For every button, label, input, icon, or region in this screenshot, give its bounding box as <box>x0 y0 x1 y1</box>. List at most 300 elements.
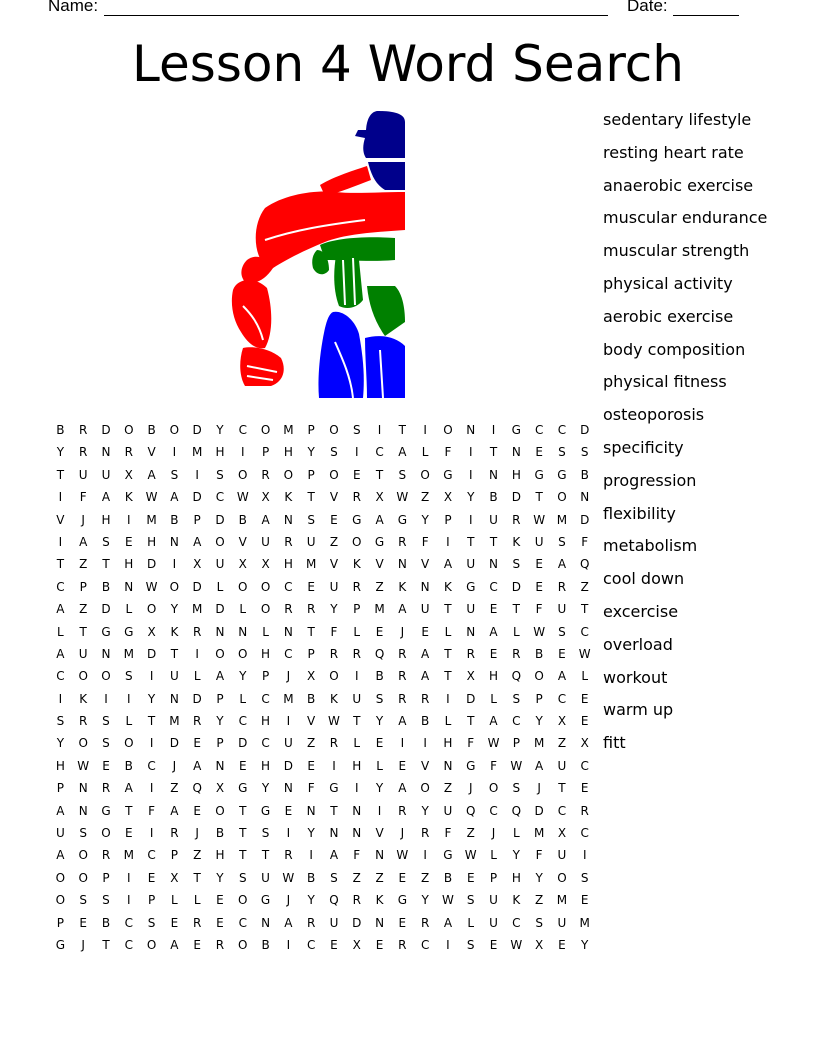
grid-letter: Y <box>421 512 429 527</box>
grid-letter: R <box>79 423 88 437</box>
grid-letter: R <box>329 646 339 661</box>
grid-letter: N <box>397 557 407 572</box>
grid-letter: K <box>398 579 407 594</box>
grid-letter: T <box>239 826 247 841</box>
grid-letter: P <box>444 512 452 527</box>
word-list-item: physical activity <box>603 273 733 293</box>
grid-letter: D <box>352 915 362 930</box>
grid-letter: M <box>533 736 545 751</box>
grid-letter: S <box>238 870 247 885</box>
grid-letter: W <box>145 490 158 505</box>
grid-letter: A <box>147 467 156 482</box>
grid-letter: K <box>79 691 88 706</box>
grid-letter: I <box>377 423 382 437</box>
grid-letter: T <box>353 714 361 729</box>
grid-letter: O <box>215 803 225 818</box>
grid-letter: E <box>193 937 201 952</box>
grid-letter: Y <box>56 445 65 460</box>
grid-letter: R <box>306 915 316 930</box>
grid-letter: A <box>421 646 430 661</box>
grid-letter: A <box>56 848 65 863</box>
grid-letter: X <box>557 714 567 729</box>
grid-letter: Y <box>56 736 65 751</box>
grid-letter: W <box>533 624 546 639</box>
grid-letter: V <box>375 557 384 572</box>
grid-letter: O <box>557 490 567 505</box>
grid-letter: C <box>557 423 567 437</box>
grid-letter: U <box>557 602 567 617</box>
grid-letter: A <box>56 803 65 818</box>
grid-letter: Y <box>512 848 520 863</box>
grid-letter: T <box>193 870 201 885</box>
grid-letter: A <box>557 557 567 572</box>
date-field[interactable] <box>673 15 739 16</box>
grid-letter: E <box>216 915 224 930</box>
grid-letter: A <box>489 624 498 639</box>
grid-letter: X <box>238 557 247 572</box>
grid-letter: K <box>284 490 293 505</box>
muscular-figure-illustration <box>225 110 410 400</box>
grid-letter: I <box>241 445 245 460</box>
grid-letter: W <box>533 512 546 527</box>
grid-letter: N <box>306 803 316 818</box>
grid-letter: I <box>354 445 359 460</box>
grid-letter: G <box>260 893 271 908</box>
grid-letter: E <box>284 803 293 818</box>
grid-letter: C <box>261 736 270 751</box>
grid-letter: N <box>78 781 88 796</box>
grid-letter: L <box>490 691 497 706</box>
grid-letter: Y <box>239 669 247 684</box>
grid-letter: B <box>215 826 225 841</box>
grid-letter: C <box>580 826 589 841</box>
name-field[interactable] <box>104 15 608 16</box>
grid-letter: S <box>102 714 110 729</box>
grid-letter: X <box>261 557 270 572</box>
grid-letter: D <box>101 423 111 437</box>
grid-letter: F <box>79 490 87 505</box>
grid-letter: L <box>262 624 269 639</box>
grid-letter: J <box>491 826 496 841</box>
grid-letter: G <box>260 803 271 818</box>
grid-letter: B <box>307 691 316 706</box>
grid-letter: D <box>511 490 521 505</box>
word-list <box>603 108 803 764</box>
grid-letter: Z <box>535 893 544 908</box>
grid-letter: D <box>511 579 521 594</box>
grid-letter: Z <box>421 490 430 505</box>
grid-letter: B <box>238 512 247 527</box>
grid-letter: C <box>489 579 498 594</box>
grid-letter: O <box>215 646 225 661</box>
grid-letter: O <box>534 669 544 684</box>
grid-letter: V <box>147 445 156 460</box>
grid-letter: D <box>146 646 157 661</box>
grid-letter: I <box>400 736 405 751</box>
figure-neck <box>368 162 405 190</box>
grid-letter: O <box>169 579 180 594</box>
grid-letter: T <box>467 534 475 549</box>
grid-letter: H <box>511 467 521 482</box>
grid-letter: U <box>557 848 567 863</box>
grid-letter: W <box>77 758 90 773</box>
grid-letter: I <box>423 848 427 863</box>
grid-letter: O <box>215 534 225 549</box>
grid-letter: H <box>261 758 271 773</box>
grid-letter: M <box>192 445 203 460</box>
grid-letter: I <box>491 423 496 437</box>
grid-letter: Y <box>467 490 475 505</box>
grid-letter: H <box>101 512 111 527</box>
grid-letter: W <box>396 848 409 863</box>
grid-letter: I <box>104 691 108 706</box>
grid-letter: E <box>170 915 179 930</box>
grid-letter: O <box>238 893 248 908</box>
grid-letter: R <box>284 534 293 549</box>
grid-letter: P <box>307 646 315 661</box>
word-list-item: sedentary lifestyle <box>603 110 752 129</box>
grid-letter: E <box>307 758 315 773</box>
grid-letter: I <box>286 937 291 952</box>
grid-letter: I <box>127 512 131 527</box>
grid-letter: G <box>466 579 476 594</box>
grid-letter: J <box>537 781 541 796</box>
grid-letter: U <box>489 915 498 930</box>
grid-letter: A <box>421 669 430 684</box>
grid-letter: F <box>148 803 156 818</box>
grid-letter: C <box>557 691 567 706</box>
grid-letter: M <box>579 915 590 930</box>
grid-letter: E <box>375 937 384 952</box>
grid-letter: O <box>443 423 453 437</box>
grid-letter: C <box>215 490 225 505</box>
grid-letter: K <box>330 691 338 706</box>
grid-letter: X <box>170 870 179 885</box>
grid-letter: W <box>464 848 477 863</box>
grid-letter: I <box>468 512 473 527</box>
figure-thigh-right <box>365 336 405 398</box>
grid-letter: A <box>535 758 544 773</box>
grid-letter: O <box>78 669 88 684</box>
grid-letter: O <box>55 870 66 885</box>
grid-letter: N <box>580 490 590 505</box>
grid-letter: T <box>330 803 338 818</box>
word-list-item: body composition <box>603 339 746 359</box>
grid-letter: A <box>398 781 407 796</box>
grid-letter: S <box>147 915 156 930</box>
grid-letter: R <box>193 714 202 729</box>
grid-letter: E <box>102 758 110 773</box>
grid-letter: B <box>261 937 270 952</box>
grid-letter: R <box>420 915 430 930</box>
grid-letter: T <box>581 602 589 617</box>
grid-letter: C <box>375 445 384 460</box>
grid-letter: B <box>421 714 430 729</box>
grid-letter: S <box>466 893 475 908</box>
word-list-item: excercise <box>603 601 679 621</box>
grid-letter: I <box>332 758 336 773</box>
grid-letter: H <box>147 534 157 549</box>
grid-letter: N <box>375 915 385 930</box>
grid-letter: B <box>580 467 589 482</box>
grid-letter: A <box>443 915 453 930</box>
grid-letter: S <box>102 534 110 549</box>
grid-letter: M <box>556 893 568 908</box>
grid-letter: K <box>375 893 384 908</box>
grid-letter: H <box>511 870 521 885</box>
grid-letter: R <box>79 714 88 729</box>
grid-letter: D <box>238 736 248 751</box>
grid-letter: R <box>398 937 407 952</box>
grid-letter: C <box>124 915 133 930</box>
grid-letter: E <box>124 534 133 549</box>
grid-letter: Y <box>216 714 224 729</box>
grid-letter: P <box>216 691 224 706</box>
grid-letter: Y <box>307 826 315 841</box>
grid-letter: T <box>307 490 315 505</box>
grid-letter: P <box>261 669 270 684</box>
grid-letter: U <box>306 534 316 549</box>
grid-letter: A <box>375 512 384 527</box>
grid-letter: C <box>489 803 498 818</box>
grid-letter: W <box>510 937 523 952</box>
grid-letter: M <box>533 826 545 841</box>
grid-letter: H <box>215 848 225 863</box>
grid-letter: E <box>489 646 498 661</box>
grid-letter: I <box>446 691 450 706</box>
grid-letter: H <box>283 445 293 460</box>
grid-letter: P <box>56 915 65 930</box>
grid-letter: D <box>215 602 225 617</box>
grid-letter: L <box>193 669 201 684</box>
grid-letter: S <box>124 669 133 684</box>
grid-letter: E <box>421 624 429 639</box>
grid-letter: G <box>443 848 453 863</box>
grid-letter: W <box>282 870 295 885</box>
grid-letter: O <box>78 736 88 751</box>
grid-letter: O <box>260 579 271 594</box>
grid-letter: A <box>56 602 65 617</box>
word-list-item: overload <box>603 634 673 654</box>
word-list-item: fitt <box>603 733 626 753</box>
grid-letter: V <box>421 758 430 773</box>
grid-letter: U <box>101 467 111 482</box>
grid-letter: O <box>329 423 339 437</box>
grid-letter: H <box>261 646 271 661</box>
grid-letter: E <box>489 602 498 617</box>
grid-letter: G <box>397 512 407 527</box>
grid-letter: E <box>558 937 566 952</box>
grid-letter: J <box>400 624 405 639</box>
grid-letter: T <box>261 848 270 863</box>
grid-letter: U <box>352 691 362 706</box>
grid-letter: C <box>238 714 247 729</box>
grid-letter: D <box>101 602 111 617</box>
grid-letter: R <box>101 781 111 796</box>
grid-letter: E <box>466 870 475 885</box>
grid-letter: B <box>489 490 498 505</box>
grid-letter: V <box>56 512 65 527</box>
grid-letter: A <box>398 602 407 617</box>
grid-letter: B <box>307 870 316 885</box>
grid-letter: B <box>535 646 544 661</box>
grid-letter: P <box>216 736 224 751</box>
grid-letter: N <box>283 781 293 796</box>
grid-letter: U <box>78 467 88 482</box>
grid-letter: U <box>557 915 567 930</box>
figure-waist <box>367 286 405 336</box>
grid-letter: N <box>511 445 521 460</box>
grid-letter: R <box>512 512 521 527</box>
grid-letter: O <box>283 467 294 482</box>
grid-letter: I <box>149 669 154 684</box>
grid-letter: T <box>444 602 452 617</box>
grid-letter: U <box>169 669 179 684</box>
grid-letter: S <box>170 467 179 482</box>
grid-letter: M <box>283 423 294 437</box>
grid-letter: R <box>352 893 361 908</box>
grid-letter: Z <box>307 736 316 751</box>
grid-letter: C <box>420 937 430 952</box>
grid-letter: D <box>580 512 590 527</box>
grid-letter: T <box>558 781 566 796</box>
grid-letter: L <box>376 758 383 773</box>
grid-letter: Z <box>79 602 88 617</box>
grid-letter: S <box>79 893 87 908</box>
grid-letter: T <box>239 803 247 818</box>
letter-grid <box>49 419 596 956</box>
grid-letter: E <box>398 758 407 773</box>
grid-letter: N <box>352 803 362 818</box>
grid-letter: S <box>261 826 270 841</box>
grid-letter: R <box>398 803 407 818</box>
grid-letter: L <box>512 624 520 639</box>
grid-letter: G <box>101 624 111 639</box>
grid-letter: N <box>169 691 179 706</box>
grid-letter: Z <box>79 557 88 572</box>
grid-letter: C <box>56 579 65 594</box>
grid-letter: C <box>512 915 521 930</box>
grid-letter: Z <box>375 579 384 594</box>
grid-letter: S <box>102 736 110 751</box>
grid-letter: U <box>466 602 476 617</box>
grid-letter: T <box>512 602 520 617</box>
grid-letter: L <box>216 579 224 594</box>
grid-letter: L <box>490 848 497 863</box>
grid-letter: R <box>284 848 293 863</box>
grid-letter: G <box>101 803 111 818</box>
grid-letter: A <box>56 646 65 661</box>
grid-letter: A <box>215 669 225 684</box>
grid-letter: M <box>123 848 134 863</box>
grid-letter: C <box>147 758 156 773</box>
grid-letter: I <box>195 646 199 661</box>
grid-letter: Y <box>307 893 315 908</box>
grid-letter: E <box>238 758 247 773</box>
grid-letter: Z <box>170 781 179 796</box>
grid-letter: L <box>444 624 452 639</box>
grid-letter: R <box>512 646 521 661</box>
grid-letter: L <box>239 602 247 617</box>
grid-letter: T <box>307 624 315 639</box>
grid-letter: S <box>398 467 407 482</box>
grid-letter: Z <box>352 870 361 885</box>
grid-letter: F <box>444 445 452 460</box>
grid-letter: N <box>124 579 134 594</box>
grid-letter: X <box>307 669 316 684</box>
grid-letter: P <box>79 579 87 594</box>
grid-letter: F <box>421 534 429 549</box>
grid-letter: Z <box>329 534 339 549</box>
grid-letter: U <box>329 579 339 594</box>
grid-letter: H <box>124 557 134 572</box>
grid-letter: W <box>487 736 500 751</box>
grid-letter: Y <box>421 803 429 818</box>
grid-letter: O <box>146 937 157 952</box>
grid-letter: P <box>307 467 315 482</box>
grid-letter: G <box>511 423 521 437</box>
grid-letter: X <box>261 490 270 505</box>
grid-letter: C <box>238 423 247 437</box>
grid-letter: O <box>260 423 271 437</box>
grid-letter: Q <box>511 669 522 684</box>
grid-letter: Y <box>216 423 224 437</box>
word-list-item: specificity <box>603 437 684 457</box>
grid-letter: E <box>535 579 543 594</box>
grid-letter: O <box>420 467 430 482</box>
grid-letter: A <box>170 803 179 818</box>
grid-letter: Y <box>307 445 315 460</box>
grid-letter: C <box>284 579 293 594</box>
grid-letter: J <box>286 893 291 908</box>
grid-letter: Z <box>193 848 202 863</box>
grid-letter: J <box>468 781 473 796</box>
grid-letter: V <box>329 490 339 505</box>
grid-letter: Y <box>147 691 156 706</box>
grid-letter: B <box>443 870 453 885</box>
grid-letter: F <box>581 534 589 549</box>
grid-letter: L <box>467 915 475 930</box>
grid-letter: Z <box>466 826 475 841</box>
grid-letter: O <box>260 602 271 617</box>
grid-letter: A <box>284 915 293 930</box>
grid-letter: Y <box>535 714 543 729</box>
grid-letter: P <box>489 870 498 885</box>
grid-letter: L <box>239 691 247 706</box>
grid-letter: M <box>123 646 134 661</box>
grid-letter: O <box>238 579 248 594</box>
grid-letter: I <box>286 714 291 729</box>
grid-letter: C <box>580 624 589 639</box>
grid-letter: I <box>58 691 63 706</box>
grid-letter: O <box>238 646 248 661</box>
grid-letter: O <box>329 467 339 482</box>
grid-letter: A <box>398 445 407 460</box>
grid-letter: N <box>283 512 293 527</box>
grid-letter: G <box>557 467 567 482</box>
grid-letter: P <box>56 781 65 796</box>
grid-letter: N <box>420 579 430 594</box>
grid-letter: K <box>512 534 521 549</box>
grid-letter: K <box>170 624 179 639</box>
grid-letter: G <box>534 467 544 482</box>
grid-letter: G <box>443 467 453 482</box>
grid-letter: L <box>57 624 64 639</box>
grid-letter: W <box>510 758 523 773</box>
grid-letter: J <box>81 937 85 952</box>
grid-letter: U <box>489 893 498 908</box>
grid-letter: R <box>580 803 589 818</box>
